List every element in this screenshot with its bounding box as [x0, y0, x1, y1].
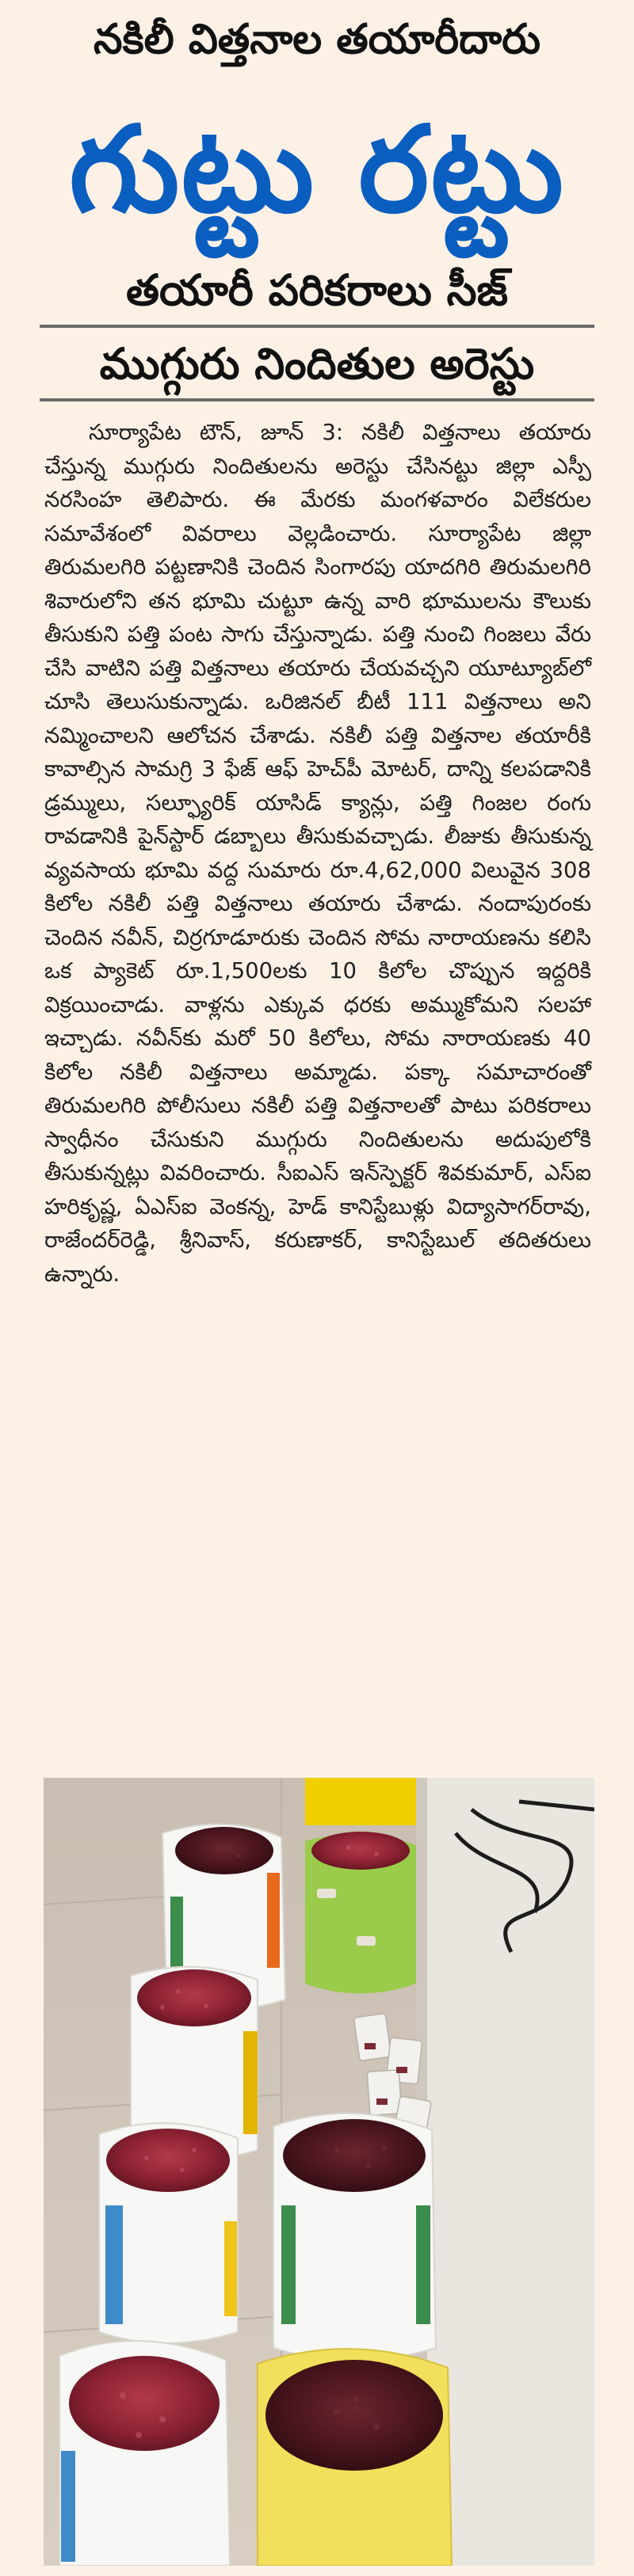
- headline-divider: [40, 325, 594, 328]
- seized-seed-bags-illustration: [44, 1778, 594, 2566]
- article-body: సూర్యాపేట టౌన్, జూన్ 3: నకిలీ విత్తనాలు తయారు చేస్తున్న ముగ్గురు నిందితులను అరెస్టు చేసినట్టు జిల్లా ఎస్పీ నరసింహ తెలిపారు. ఈ మేరకు మంగళవారం విలేకరుల సమావేశంలో వివరాలు వెల్లడించారు. సూర్యాపేట జిల్లా తిరుమలగిరి పట్టణానికి చెందిన సింగారపు యాదగిరి తిరుమలగిరి శివారులోని తన భూమి చుట్టూ ఉన్న వారి భూములను కౌలుకు తీసుకుని పత్తి పంట సాగు చేస్తున్నాడు. పత్తి నుంచి గింజలు వేరు చేసి వాటిని పత్తి విత్తనాలు తయారు చేయవచ్చని యూట్యూబ్‌లో చూసి తెలుసుకున్నాడు. ఒరిజినల్ బీటీ 111 విత్తనాలు అని నమ్మించాలని ఆలోచన చేశాడు. నకిలీ పత్తి విత్తనాల తయారీకి కావాల్సిన సామగ్రి 3 ఫేజ్ ఆఫ్ హెచ్‌పీ మోటర్, దాన్ని కలపడానికి డ్రమ్ములు, సల్ఫ్యూరిక్ యాసిడ్ క్యాన్లు, పత్తి గింజల రంగు రావడానికి పైన్‌స్టార్ డబ్బాలు తీసుకువచ్చాడు. లీజుకు తీసుకున్న వ్యవసాయ భూమి వద్ద సుమారు రూ.4,62,000 విలువైన 308 కిలోల నకిలీ పత్తి విత్తనాలు తయారు చేశాడు. నందాపురంకు చెందిన నవీన్, చిర్రగూడూరుకు చెందిన సోమ నారాయణను కలిసి ఒక ప్యాకెట్ రూ.1,500లకు 10 కిలోల చొప్పున ఇద్దరికి విక్రయించాడు. వాళ్లను ఎక్కువ ధరకు అమ్ముకోమని సలహా ఇచ్చాడు. నవీన్‌కు మరో 50 కిలోలు, సోమ నారాయణకు 40 కిలోల నకిలీ విత్తనాలు అమ్మాడు. పక్కా సమాచారంతో తిరుమలగిరి పోలీసులు నకిలీ పత్తి విత్తనాలతో పాటు పరికరాలు స్వాధీనం చేసుకుని ముగ్గురు నిందితులను అదుపులోకి తీసుకున్నట్లు వివరించారు. సీఐఎస్ ఇన్‌స్పెక్టర్ శివకుమార్, ఎస్ఐ హరికృష్ణ, ఏఎస్ఐ వెంకన్న, హెడ్ కానిస్టేబుళ్లు విద్యాసాగర్‌రావు, రాజేందర్‌రెడ్డి, శ్రీనివాస్, కరుణాకర్, కానిస్టేబుల్ తదితరులు ఉన్నారు.: [44, 420, 591, 1287]
- article-subheadline-2: ముగ్గురు నిందితుల అరెస్టు: [99, 339, 535, 389]
- article-headline: గుట్టు రట్టు: [69, 101, 565, 239]
- seized-seed-bags-photo: [44, 1778, 594, 2566]
- article-subheadline-1: తయారీ పరికరాలు సీజ్: [126, 265, 508, 315]
- article-kicker: నకిలీ విత్తనాల తయారీదారు: [93, 16, 541, 63]
- subheadline-divider: [40, 398, 594, 401]
